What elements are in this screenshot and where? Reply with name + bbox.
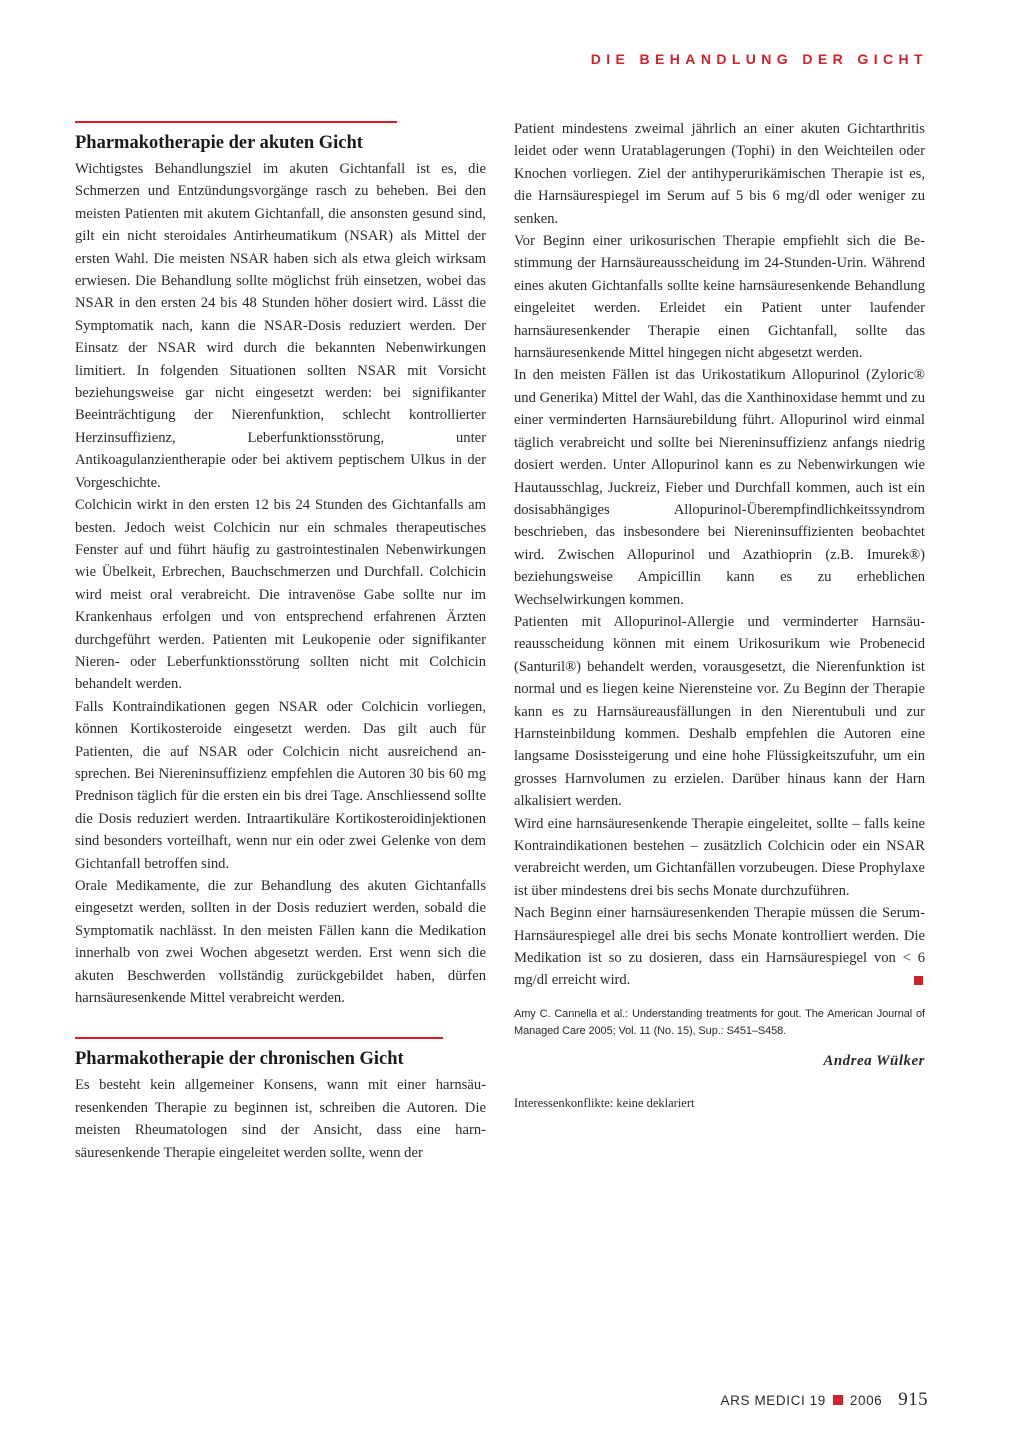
paragraph: Patienten mit Allopurinol-Allergie und verminderter Harnsäureausscheidung können mit einem Urikosurikum wie Probenecid (Santuril®) behandelt werden, vorausgesetzt, die Nierenfunktion ist normal und es liegen keine Nierensteine vor. Zu Beginn der Therapie kann es zu Harnsäureausfällungen in den Nierentubuli und zur Harnsteinbildung kommen. Deshalb empfehlen die Autoren eine langsame Dosissteigerung und eine hohe Flüssigkeitszufuhr, um ein grosses Harnvolumen zu erzielen. Darüber hinaus kann der Harn alkalisiert werden. — [514, 613, 925, 810]
paragraph: Es besteht kein allgemeiner Konsens, wann mit einer harnsäuresenkenden Therapie zu beginnen ist, schreiben die Autoren. Die meisten Rheumatologen sind der Ansicht, dass eine harnsäuresenkende Therapie eingeleitet werden sollte, wenn der — [75, 1077, 486, 1161]
heading-chronic-gout: Pharmakotherapie der chronischen Gicht — [75, 1049, 404, 1070]
section-divider — [75, 1037, 443, 1039]
page-number: 915 — [898, 1389, 928, 1410]
paragraph: Wichtigstes Behandlungsziel im akuten Gichtanfall ist es, die Schmerzen und Entzündungsvorgänge rasch zu beheben. Bei den meisten Patienten mit akutem Gichtanfall, die ansonsten gesund sind, gilt ein nicht steroidales Antirheumatikum (NSAR) als Mittel der ersten Wahl. Die meisten NSAR haben sich als etwa gleich wirksam erwiesen. Die Behandlung sollte möglichst früh einsetzen, wobei das NSAR in den ersten 24 bis 48 Stunden höher dosiert wird. Lässt die Symptomatik nach, kann die NSAR-Dosis reduziert werden. Der Einsatz der NSAR wird durch die bekannten Nebenwirkungen limitiert. In folgenden Situationen sollten NSAR mit Vorsicht beziehungsweise gar nicht eingesetzt werden: bei signifikanter Beeinträchtigung der Nierenfunktion, schlecht kontrollierter Herzinsuffizienz, Leberfunktionsstörung, unter Antikoagulanzientherapie oder bei aktivem peptischem Ulkus in der Vorgeschichte. — [75, 161, 486, 491]
section-divider — [75, 121, 397, 123]
paragraph: Wird eine harnsäuresenkende Therapie eingeleitet, sollte – falls keine Kontraindikationen bestehen – zusätzlich Colchicin oder ein NSAR verabreicht werden, um Gichtanfällen vorzubeugen. Diese Prophylaxe ist über mindestens drei bis sechs Monate durchzuführen. — [514, 815, 925, 899]
paragraph: Colchicin wirkt in den ersten 12 bis 24 Stunden des Gichtanfalls am besten. Jedoch weist Colchicin nur ein schmales therapeutisches Fenster auf und führt häufig zu gastrointestinalen Nebenwirkungen wie Übelkeit, Erbrechen, Bauchschmerzen und Durchfall. Colchicin wird meist oral verabreicht. Die intravenöse Gabe sollte nur im Krankenhaus erfolgen und von entsprechend erfahrenen Ärzten durchgeführt werden. Patienten mit Leukopenie oder signifikanter Nieren- oder Leberfunktionsstörung sollten nicht mit Colchicin behandelt werden. — [75, 497, 486, 693]
paragraph: Orale Medikamente, die zur Behandlung des akuten Gichtanfalls eingesetzt werden, sollten in der Dosis reduziert werden, sobald die Symptomatik nachlässt. In den meisten Fällen kann die Medikation innerhalb von zwei Wochen abgesetzt werden. Erst wenn sich die akuten Beschwerden vollständig zurückgebildet haben, dürfen harnsäuresenkende Mittel verabreicht werden. — [75, 878, 486, 1007]
conflicts-of-interest: Interessenkonflikte: keine deklariert — [514, 1095, 695, 1110]
author-name: Andrea Wülker — [823, 1052, 925, 1069]
page-footer — [721, 1389, 928, 1411]
separator-square-icon — [833, 1395, 843, 1405]
reference-citation: Amy C. Cannella et al.: Understanding treatments for gout. The American Journal of Managed Care 2005; Vol. 11 (No. 15), Sup.: S451–S458. — [514, 1007, 925, 1037]
last-paragraph-text: Nach Beginn einer harnsäuresenkenden Therapie müssen die Serum-Harnsäurespiegel alle drei bis sechs Monate kontrolliert werden. Die Medikation ist so zu dosieren, dass ein Harnsäurespiegel von < 6 mg/dl erreicht wird. — [514, 905, 925, 989]
journal-issue: ARS MEDICI 19 — [720, 1393, 826, 1408]
paragraph: Patient mindestens zweimal jährlich an einer akuten Gichtarthritis leidet oder wenn Uratablagerungen (Tophi) in den Weichteilen oder Knochen vorliegen. Ziel der antihyperurikämischen Therapie ist es, die Harnsäurespiegel im Serum auf 5 bis 6 mg/dl oder weniger zu senken. — [514, 121, 925, 227]
last-paragraph — [514, 902, 925, 992]
paragraph: Falls Kontraindikationen gegen NSAR oder Colchicin vorliegen, können Kortikosteroide eingesetzt werden. Das gilt auch für Patienten, die auf NSAR oder Colchicin nicht ausreichend ansprechen. Bei Niereninsuffizienz empfehlen die Autoren 30 bis 60 mg Prednison täglich für die ersten ein bis drei Tage. Anschliessend sollte die Dosis reduziert werden. Intraartikuläre Kortikosteroidinjektionen sind besonders vorteilhaft, wenn nur ein oder zwei Gelenke von dem Gichtanfall betroffen sind. — [75, 698, 486, 872]
paragraph: In den meisten Fällen ist das Urikostatikum Allopurinol (Zyloric® und Generika) Mittel der Wahl, das die Xanthinoxidase hemmt und zu einer verminderten Harnsäurebildung führt. Allopurinol wird einmal täglich verabreicht und sollte bei Niereninsuffizienz anfangs niedrig dosiert werden. Unter Allopurinol kann es zu Nebenwirkungen wie Hautausschlag, Juckreiz, Fieber und Durchfall kommen, auch ist ein dosisabhängiges Allopurinol-Überempfindlichkeitssyndrom beschrieben, das insbesondere bei Niereninsuffizienten beobachtet wird. Zwischen Allopurinol und Azathioprin (z.B. Imurek®) beziehungsweise Ampicillin kann es zu erheblichen Wechselwirkungen kommen. — [514, 367, 925, 608]
running-head: DIE BEHANDLUNG DER GICHT — [590, 51, 928, 67]
paragraph: Vor Beginn einer urikosurischen Therapie empfiehlt sich die Bestimmung der Harnsäureausscheidung im 24-Stunden-Urin. Während eines akuten Gichtanfalls sollte keine harnsäuresenkende Behandlung eingeleitet werden. Erleidet ein Patient unter laufender harnsäuresenkender Therapie einen Gichtanfall, sollte das harnsäuresenkende Mittel hingegen nicht abgesetzt werden. — [514, 233, 925, 362]
right-column — [514, 118, 925, 1111]
left-column — [75, 121, 486, 1164]
journal-year: 2006 — [849, 1393, 883, 1408]
end-of-article-square-icon — [914, 976, 923, 985]
heading-acute-gout: Pharmakotherapie der akuten Gicht — [75, 133, 363, 153]
